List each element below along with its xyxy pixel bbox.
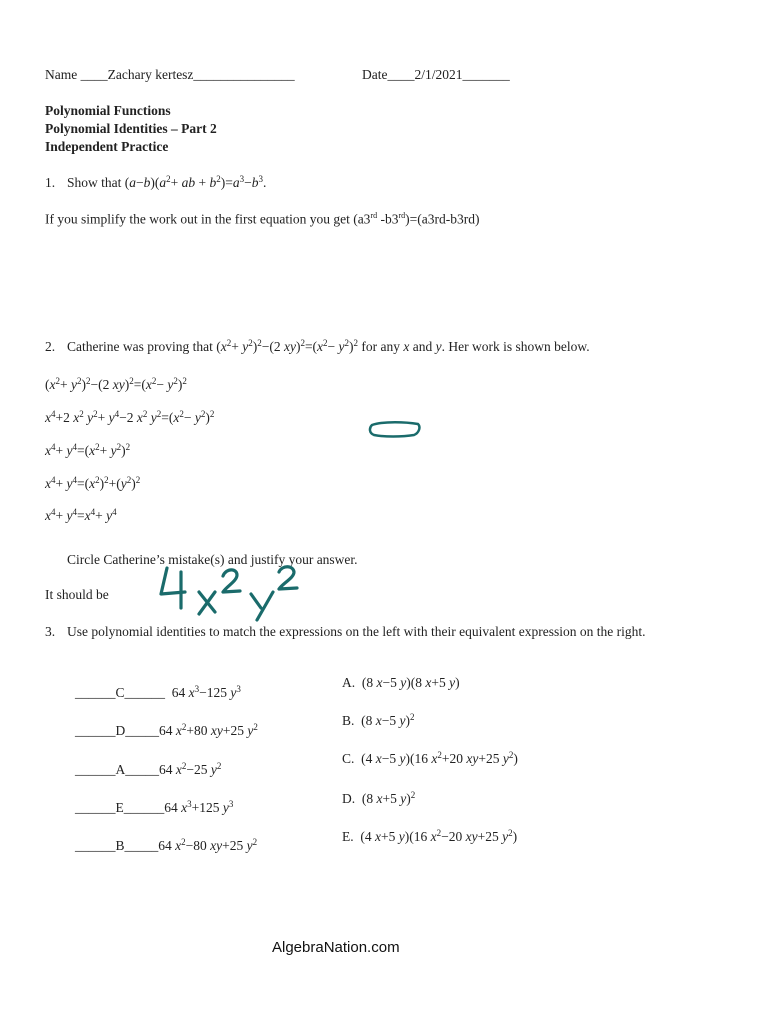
q3-right-expr: (8 x−5 y)$^2$ xyxy=(357,712,415,728)
title-identities-part2: Polynomial Identities – Part 2 xyxy=(45,121,217,136)
q3-number: 3. xyxy=(45,624,56,639)
q3-right-expr: (4 x+5 y)(16 $x^2-20$ xy+25 $y^2$) xyxy=(357,828,518,844)
title-independent-practice: Independent Practice xyxy=(45,139,169,154)
q3-left-row xyxy=(75,685,241,701)
q3-left-row xyxy=(75,838,257,854)
handdrawn-circle-mark xyxy=(366,418,424,442)
footer-site-name: AlgebraNation.com xyxy=(272,939,400,956)
q1-number: 1. xyxy=(45,175,56,190)
q2-number: 2. xyxy=(45,339,56,354)
q3-left-expr: 64 $x^3-125$ $y^3$ xyxy=(168,684,241,700)
q1-answer-mid: -b3 xyxy=(377,211,399,227)
q2-prompt-mid: for any xyxy=(361,339,401,354)
q1-answer-text: If you simplify the work out in the first equation you get (a3 xyxy=(45,211,371,227)
q3-right-letter: E. xyxy=(342,829,354,844)
q3-left-blank: ______A_____ xyxy=(75,762,159,777)
handwritten-answer-4x2y2 xyxy=(155,562,310,622)
q2-step-1: $(x^2+ y^2)^2-(2$ $xy)^2=(x^2- y^2)^2$ xyxy=(45,376,187,392)
q2-step-3: $x^4+ y^4=(x^2+ y^2)^2$ xyxy=(45,442,131,458)
q3-right-expr: (8 x−5 y)(8 x+5 y) xyxy=(358,675,460,690)
q1-prompt-text: Show that xyxy=(67,175,122,190)
q3-left-row xyxy=(75,762,221,778)
q1-answer-end: )=(a3rd-b3rd) xyxy=(405,211,480,227)
q1-answer-sup1: rd xyxy=(370,211,378,220)
name-line: Name ____Zachary kertesz_______________ xyxy=(45,67,295,82)
date-line: Date____2/1/2021_______ xyxy=(362,67,510,82)
q3-left-blank: ______E______ xyxy=(75,800,165,815)
q1-identity: $(a-b)(a^2+$ ab + $b^2)=a^3-b^3$. xyxy=(124,174,267,190)
q3-left-expr: 64 $x^2+80$ xy+25 $y^2$ xyxy=(159,722,258,738)
q3-left-row xyxy=(75,800,233,816)
q3-right-letter: B. xyxy=(342,713,355,728)
q3-right-letter: C. xyxy=(342,751,355,766)
q3-left-expr: 64 $x^2-80$ xy+25 $y^2$ xyxy=(158,837,258,853)
q3-right-expr: (4 x−5 y)(16 $x^2+20$ xy+25 $y^2$) xyxy=(357,750,518,766)
q2-step-2: $x^4+2$ $x^2$ $y^2+ y^4-2$ $x^2$ $y^2=(x^2- y^2)^2$ xyxy=(45,409,215,425)
q3-right-row xyxy=(342,791,415,807)
q3-left-blank: ______D_____ xyxy=(75,723,159,738)
q2-prompt-text: Catherine was proving that xyxy=(67,339,213,354)
q3-right-row xyxy=(342,751,518,767)
q2-answer-label: It should be xyxy=(45,587,109,602)
q2-prompt xyxy=(67,339,590,355)
q3-right-letter: A. xyxy=(342,675,356,690)
q2-step-5: $x^4+ y^4=x^4+ y^4$ xyxy=(45,507,117,523)
q2-instruction: Circle Catherine’s mistake(s) and justify your answer. xyxy=(67,552,358,567)
q3-right-expr: (8 x+5 y)$^2$ xyxy=(358,790,416,806)
q3-right-letter: D. xyxy=(342,791,356,806)
q1-prompt xyxy=(67,175,266,191)
q3-left-expr: 64 $x^3+125$ $y^3$ xyxy=(164,799,234,815)
q3-left-blank: ______C______ xyxy=(75,685,166,700)
q3-right-row xyxy=(342,713,415,729)
q1-answer xyxy=(45,211,480,228)
q3-left-expr: 64 $x^2-25$ $y^2$ xyxy=(159,761,222,777)
q2-step-4: $x^4+ y^4=(x^2)^2+(y^2)^2$ xyxy=(45,475,141,491)
q2-var-x: x xyxy=(403,339,410,354)
q3-right-row xyxy=(342,829,517,845)
q2-identity: $(x^2+ y^2)^2-(2$ $xy)^2=(x^2- y^2)^2$ xyxy=(216,338,359,354)
q3-left-blank: ______B_____ xyxy=(75,838,159,853)
q3-left-row xyxy=(75,723,258,739)
q2-var-y: y xyxy=(435,339,442,354)
q3-right-row xyxy=(342,675,460,691)
q3-prompt: Use polynomial identities to match the expressions on the left with their equivalent expression on the right. xyxy=(67,624,646,639)
q2-prompt-and: and xyxy=(412,339,433,354)
q1-answer-sup2: rd xyxy=(398,211,406,220)
q2-prompt-end: . Her work is shown below. xyxy=(441,339,590,354)
title-polynomial-functions: Polynomial Functions xyxy=(45,103,171,118)
